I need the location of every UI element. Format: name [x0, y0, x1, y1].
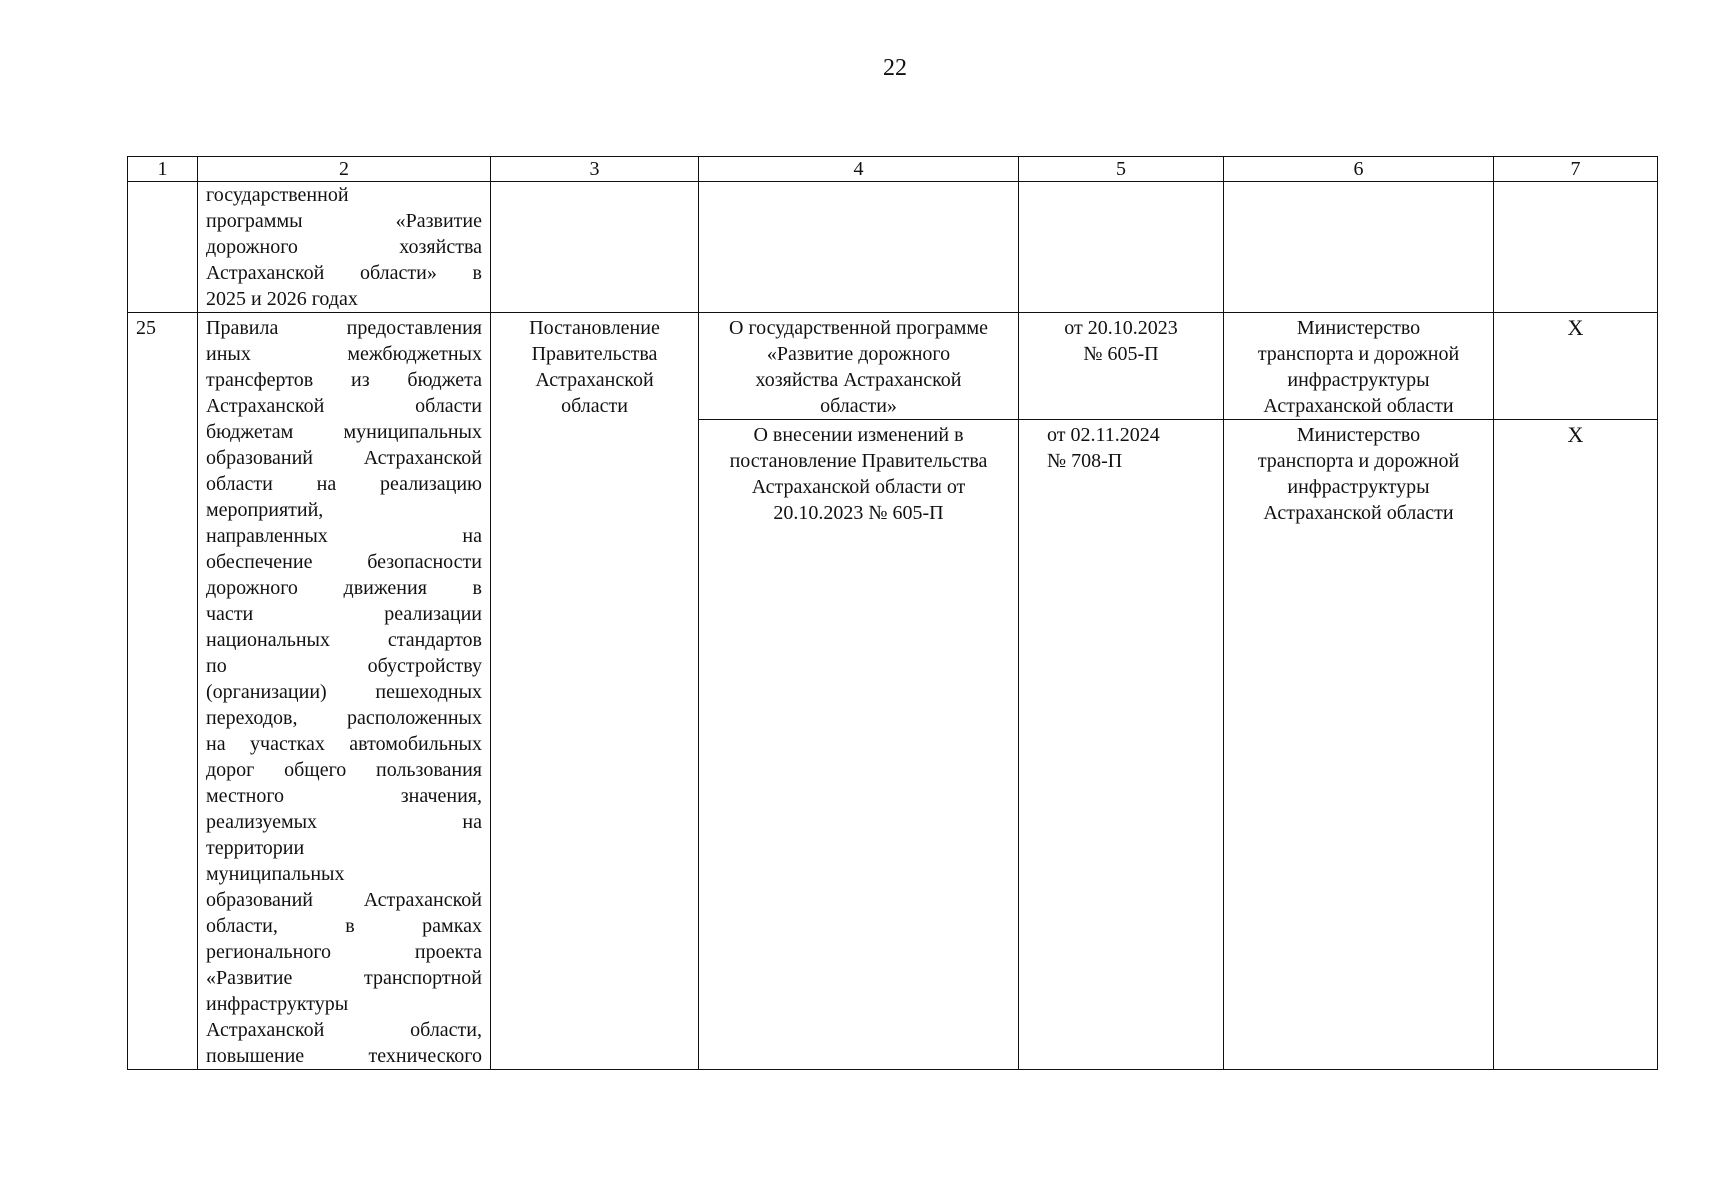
text-line: транспорта и дорожной	[1257, 450, 1460, 472]
text-line: «Развитие транспортной	[206, 967, 482, 989]
text-line: регионального проекта	[206, 941, 482, 963]
text-line: дорожного хозяйства	[206, 236, 482, 258]
text-line: части реализации	[206, 603, 482, 625]
text-line: Астраханской области,	[206, 1019, 482, 1041]
text-line: на участках автомобильных	[206, 733, 482, 755]
text-line: реализуемых на	[206, 811, 482, 833]
text-line: Постановление	[529, 317, 660, 339]
text-line: области	[561, 395, 628, 417]
cell-mark: X	[1494, 420, 1658, 1070]
text-line: Астраханской области» в	[206, 262, 482, 284]
cell-responsible	[1224, 313, 1494, 420]
cell-empty	[1224, 182, 1494, 313]
cell-act-date	[1019, 313, 1224, 420]
text-line: от 20.10.2023	[1064, 317, 1178, 339]
text-line: области, в рамках	[206, 915, 482, 937]
text-line: (организации) пешеходных	[206, 681, 482, 703]
table-row-continuation	[128, 182, 1658, 313]
header-cell: 6	[1224, 157, 1494, 182]
cell-empty	[1494, 182, 1658, 313]
text-line: О внесении изменений в	[753, 424, 964, 446]
cell-act-title	[699, 420, 1019, 1070]
text-line: трансфертов из бюджета	[206, 369, 482, 391]
text-line: Астраханской области	[1263, 502, 1454, 524]
text-line: повышение технического	[206, 1045, 482, 1067]
text-line: направленных на	[206, 525, 482, 547]
cell-responsible	[1224, 420, 1494, 1070]
text-line: инфраструктуры	[1287, 476, 1430, 498]
cell-num: 25	[128, 313, 198, 1070]
text-line: дорог общего пользования	[206, 759, 482, 781]
cell-num	[128, 182, 198, 313]
header-cell: 3	[491, 157, 699, 182]
cell-act-title	[699, 313, 1019, 420]
text-line: области»	[820, 395, 897, 417]
table-row-25a	[128, 313, 1658, 420]
header-cell: 5	[1019, 157, 1224, 182]
cell-document-name	[198, 182, 491, 313]
text-line: 20.10.2023 № 605-П	[773, 502, 944, 524]
cell-document-type	[491, 313, 699, 1070]
text-line: местного значения,	[206, 785, 482, 807]
text-line: инфраструктуры	[1287, 369, 1430, 391]
cell-act-date	[1019, 420, 1224, 1070]
text-line: Министерство	[1296, 317, 1421, 339]
header-cell: 4	[699, 157, 1019, 182]
document-table	[127, 156, 1658, 1070]
text-line: № 708-П	[1047, 450, 1123, 472]
text-line: Астраханской области	[206, 395, 482, 417]
text-line: Астраханской области	[1263, 395, 1454, 417]
text-line: образований Астраханской	[206, 447, 482, 469]
text-line: Правила предоставления	[206, 317, 482, 339]
text-line: образований Астраханской	[206, 889, 482, 911]
cell-empty	[491, 182, 699, 313]
text-line: постановление Правительства	[729, 450, 988, 472]
text-line: Правительства	[531, 343, 658, 365]
text-line: области на реализацию	[206, 473, 482, 495]
cell-mark: X	[1494, 313, 1658, 420]
table-header-row	[128, 157, 1658, 182]
header-cell: 7	[1494, 157, 1658, 182]
text-line: «Развитие дорожного	[766, 343, 951, 365]
text-line: обеспечение безопасности	[206, 551, 482, 573]
text-line: Астраханской области от	[751, 476, 966, 498]
header-cell: 2	[198, 157, 491, 182]
text-line: от 02.11.2024	[1047, 424, 1160, 446]
text-line: программы «Развитие	[206, 210, 482, 232]
text-line: территории	[206, 837, 305, 859]
text-line: О государственной программе	[729, 317, 988, 339]
text-line: государственной	[206, 184, 349, 206]
text-line: транспорта и дорожной	[1257, 343, 1460, 365]
cell-empty	[1019, 182, 1224, 313]
text-line: переходов, расположенных	[206, 707, 482, 729]
text-line: Министерство	[1296, 424, 1421, 446]
text-line: национальных стандартов	[206, 629, 482, 651]
text-line: муниципальных	[206, 863, 345, 885]
text-line: мероприятий,	[206, 499, 324, 521]
cell-document-name	[198, 313, 491, 1070]
text-line: Астраханской	[535, 369, 654, 391]
header-cell: 1	[128, 157, 198, 182]
text-line: бюджетам муниципальных	[206, 421, 482, 443]
text-line: инфраструктуры	[206, 993, 349, 1015]
text-line: № 605-П	[1083, 343, 1159, 365]
text-line: иных межбюджетных	[206, 343, 482, 365]
text-line: по обустройству	[206, 655, 482, 677]
cell-empty	[699, 182, 1019, 313]
text-line: хозяйства Астраханской	[755, 369, 962, 391]
page-number: 22	[883, 55, 907, 81]
text-line: 2025 и 2026 годах	[206, 288, 358, 310]
text-line: дорожного движения в	[206, 577, 482, 599]
